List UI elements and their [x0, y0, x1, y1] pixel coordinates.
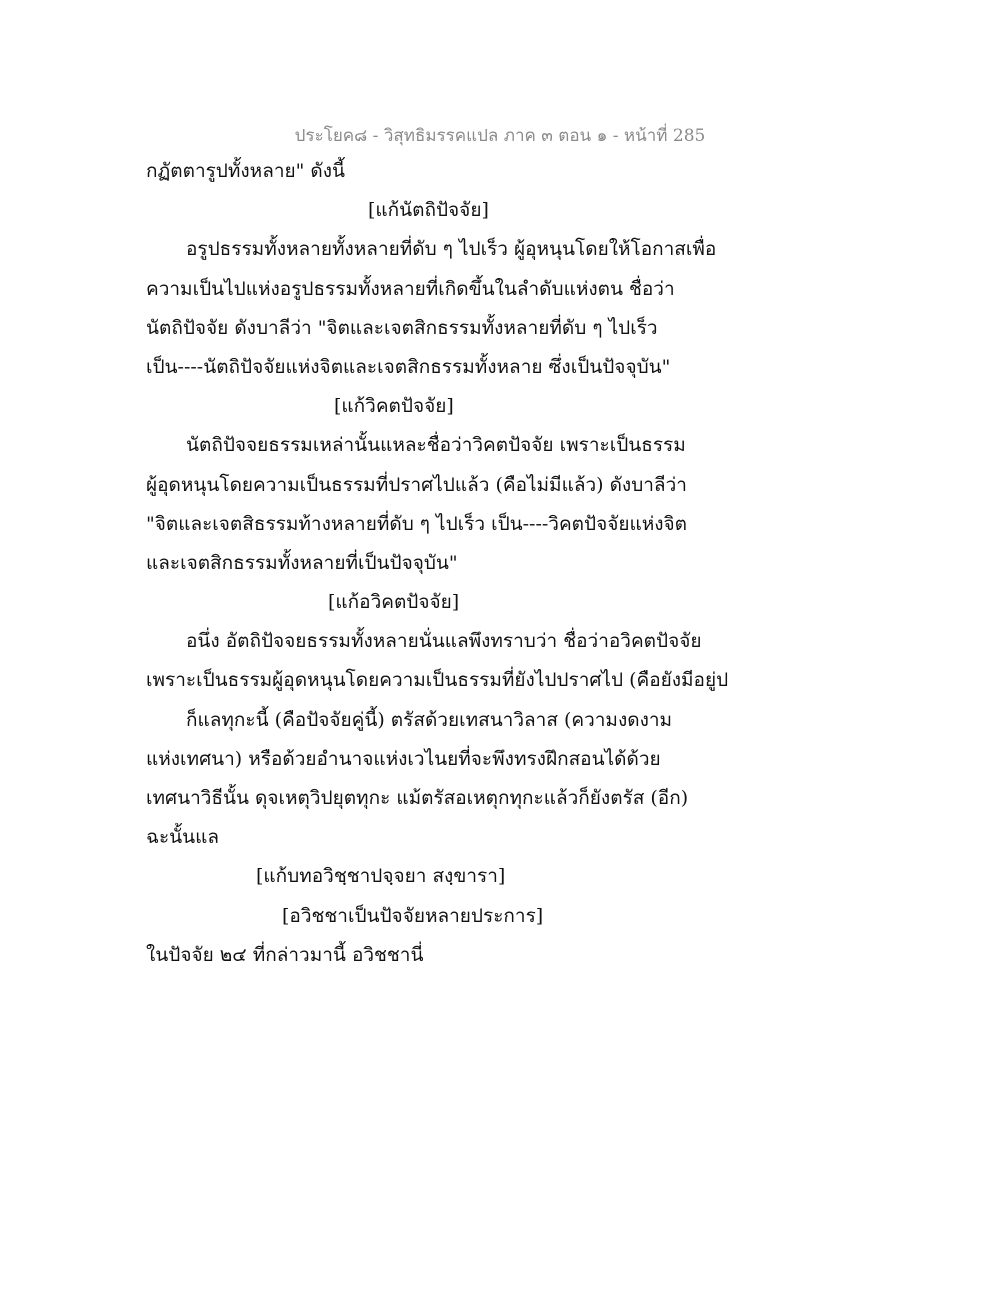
text-line: และเจตสิกธรรมทั้งหลายที่เป็นปัจจุบัน"	[146, 551, 458, 574]
paragraph-first-line: นัตถิปัจจยธรรมเหล่านั้นแหละชื่อว่าวิคตปัจจัย เพราะเป็นธรรม	[186, 434, 686, 457]
section-heading: [แก้นัตถิปัจจัย]	[368, 199, 489, 222]
text-line: กฏัตตารูปทั้งหลาย" ดังนี้	[146, 160, 346, 182]
text-line: "จิตและเจตสิธรรมท้างหลายที่ดับ ๆ ไปเร็ว เป็น----วิคตปัจจัยแห่งจิต	[146, 512, 687, 535]
body-text	[146, 152, 866, 975]
section-heading: [แก้บทอวิชฺชาปจฺจยา สงฺขารา]	[256, 865, 506, 888]
text-line: ผู้อุดหนุนโดยความเป็นธรรมที่ปราศไปแล้ว (คือไม่มีแล้ว) ดังบาลีว่า	[146, 473, 687, 496]
paragraph-first-line: อนึ่ง อัตถิปัจจยธรรมทั้งหลายนั่นแลพึงทราบว่า ชื่อว่าอวิคตปัจจัย	[186, 630, 702, 653]
running-header: ประโยค๘ - วิสุทธิมรรคแปล ภาค ๓ ตอน ๑ - หน้าที่ 285	[294, 126, 706, 146]
text-line: ฉะนั้นแล	[146, 826, 220, 849]
section-heading: [อวิชชาเป็นปัจจัยหลายประการ]	[282, 904, 544, 927]
text-line: เทศนาวิธีนั้น ดุจเหตุวิปยุตทุกะ แม้ตรัสอเหตุกทุกะแล้วก็ยังตรัส (อีก)	[146, 787, 689, 809]
text-line: เป็น----นัตถิปัจจัยแห่งจิตและเจตสิกธรรมทั้งหลาย ซึ่งเป็นปัจจุบัน"	[146, 355, 671, 378]
paragraph-first-line: อรูปธรรมทั้งหลายทั้งหลายที่ดับ ๆ ไปเร็ว ผู้อุหนุนโดยให้โอกาสเพื่อ	[186, 238, 717, 261]
text-line: แห่งเทศนา) หรือด้วยอำนาจแห่งเวไนยที่จะพึงทรงฝึกสอนได้ด้วย	[146, 747, 661, 770]
section-heading: [แก้อวิคตปัจจัย]	[328, 591, 460, 614]
text-line: นัตถิปัจจัย ดังบาลีว่า "จิตและเจตสิกธรรมทั้งหลายที่ดับ ๆ ไปเร็ว	[146, 316, 658, 339]
text-line: เพราะเป็นธรรมผู้อุดหนุนโดยความเป็นธรรมที่ยังไปปราศไป (คือยังมีอยู่ป	[146, 669, 729, 692]
text-line: ความเป็นไปแห่งอรูปธรรมทั้งหลายที่เกิดขึ้นในลำดับแห่งตน ชื่อว่า	[146, 277, 675, 300]
text-line: ในปัจจัย ๒๔ ที่กล่าวมานี้ อวิชชานี่	[146, 943, 424, 966]
section-heading: [แก้วิคตปัจจัย]	[334, 395, 454, 418]
paragraph-first-line: ก็แลทุกะนี้ (คือปัจจัยคู่นี้) ตรัสด้วยเทสนาวิลาส (ความงดงาม	[186, 708, 673, 731]
